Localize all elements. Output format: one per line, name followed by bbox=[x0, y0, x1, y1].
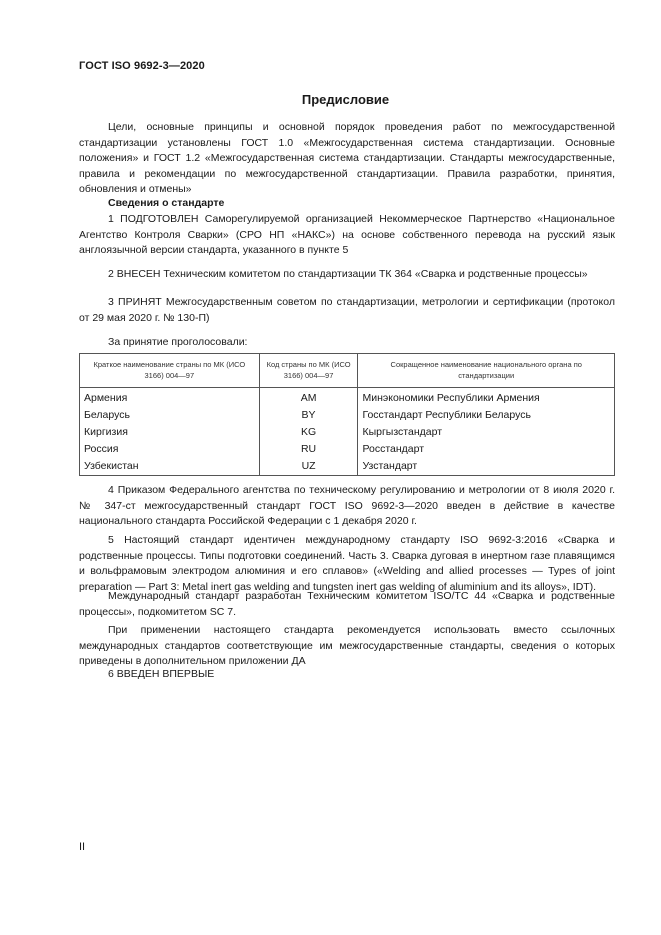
table-cell-code: AM bbox=[259, 388, 358, 408]
page-title: Предисловие bbox=[301, 92, 390, 107]
item-4-paragraph: 4 Приказом Федерального агентства по техническому регулированию и метрологии от 8 июля 2020 г. № 347-ст межгосударственный стандарт ГОСТ ISO 9692-3—2020 введен в действие в качестве национального стандарта Российской Федерации с 1 декабря 2020 г. bbox=[79, 484, 615, 527]
item-2-paragraph: 2 ВНЕСЕН Техническим комитетом по стандартизации ТК 364 «Сварка и родственные процессы» bbox=[108, 268, 588, 280]
table-cell-body: Узстандарт bbox=[358, 458, 615, 476]
table-cell-code: BY bbox=[259, 407, 358, 424]
table-cell-code: UZ bbox=[259, 458, 358, 476]
table-header-row bbox=[80, 354, 615, 388]
item-1-paragraph: 1 ПОДГОТОВЛЕН Саморегулируемой организацией Некоммерческое Партнерство «Национальное Агентство Контроля Сварки» (СРО НП «НАКС») на основе собственного перевода на русский язык англоязычной версии стандарта, указанного в пункте 5 bbox=[79, 213, 615, 256]
table-row bbox=[80, 388, 615, 408]
table-cell-country: Беларусь bbox=[80, 407, 260, 424]
item-5-paragraph: 5 Настоящий стандарт идентичен международному стандарту ISO 9692-3:2016 «Сварка и родственные процессы. Типы подготовки соединений. Часть 3. Сварка дуговая в инертном газе плавящимся и вольфрамовым электродом алюминия и его сплавов» («Welding and allied processes — Types of joint preparation — Part 3: Metal inert gas welding and tungsten inert gas welding of aluminium and its alloys», IDT). bbox=[79, 534, 615, 593]
vote-caption: За принятие проголосовали: bbox=[108, 336, 248, 348]
voting-table bbox=[79, 353, 615, 476]
page-number: II bbox=[79, 841, 86, 853]
table-row bbox=[80, 441, 615, 458]
table-cell-country: Россия bbox=[80, 441, 260, 458]
table-header-body: Сокращенное наименование национального органа по стандартизации bbox=[358, 354, 615, 388]
table-cell-code: RU bbox=[259, 441, 358, 458]
table-row bbox=[80, 407, 615, 424]
table-cell-code: KG bbox=[259, 424, 358, 441]
table-cell-body: Кыргызстандарт bbox=[358, 424, 615, 441]
table-row bbox=[80, 424, 615, 441]
section-heading: Сведения о стандарте bbox=[108, 197, 225, 209]
item-5-references-paragraph: При применении настоящего стандарта рекомендуется использовать вместо ссылочных международных стандартов соответствующие им межгосударственные стандарты, сведения о которых приведены в дополнительном приложении ДА bbox=[79, 624, 615, 667]
table-cell-country: Армения bbox=[80, 388, 260, 408]
table-header-country: Краткое наименование страны по МК (ИСО 3166) 004—97 bbox=[80, 354, 260, 388]
item-5-committee-paragraph: Международный стандарт разработан Техническим комитетом ISO/TC 44 «Сварка и родственные процессы», подкомитетом SC 7. bbox=[79, 590, 615, 618]
table-cell-country: Узбекистан bbox=[80, 458, 260, 476]
table-row bbox=[80, 458, 615, 476]
table-cell-body: Росстандарт bbox=[358, 441, 615, 458]
table-cell-country: Киргизия bbox=[80, 424, 260, 441]
table-cell-body: Минэкономики Республики Армения bbox=[358, 388, 615, 408]
intro-paragraph: Цели, основные принципы и основной порядок проведения работ по межгосударственной стандартизации установлены ГОСТ 1.0 «Межгосударственная система стандартизации. Основные положения» и ГОСТ 1.2 «Межгосударственная система стандартизации. Стандарты межгосударственные, правила и рекомендации по межгосударственной стандартизации. Правила разработки, принятия, обновления и отмены» bbox=[79, 121, 615, 195]
table-header-code: Код страны по МК (ИСО 3166) 004—97 bbox=[259, 354, 358, 388]
item-6-paragraph: 6 ВВЕДЕН ВПЕРВЫЕ bbox=[108, 668, 215, 680]
item-3-paragraph: 3 ПРИНЯТ Межгосударственным советом по стандартизации, метрологии и сертификации (протокол от 29 мая 2020 г. № 130-П) bbox=[79, 296, 615, 324]
table-cell-body: Госстандарт Республики Беларусь bbox=[358, 407, 615, 424]
document-header: ГОСТ ISO 9692-3—2020 bbox=[79, 60, 205, 72]
